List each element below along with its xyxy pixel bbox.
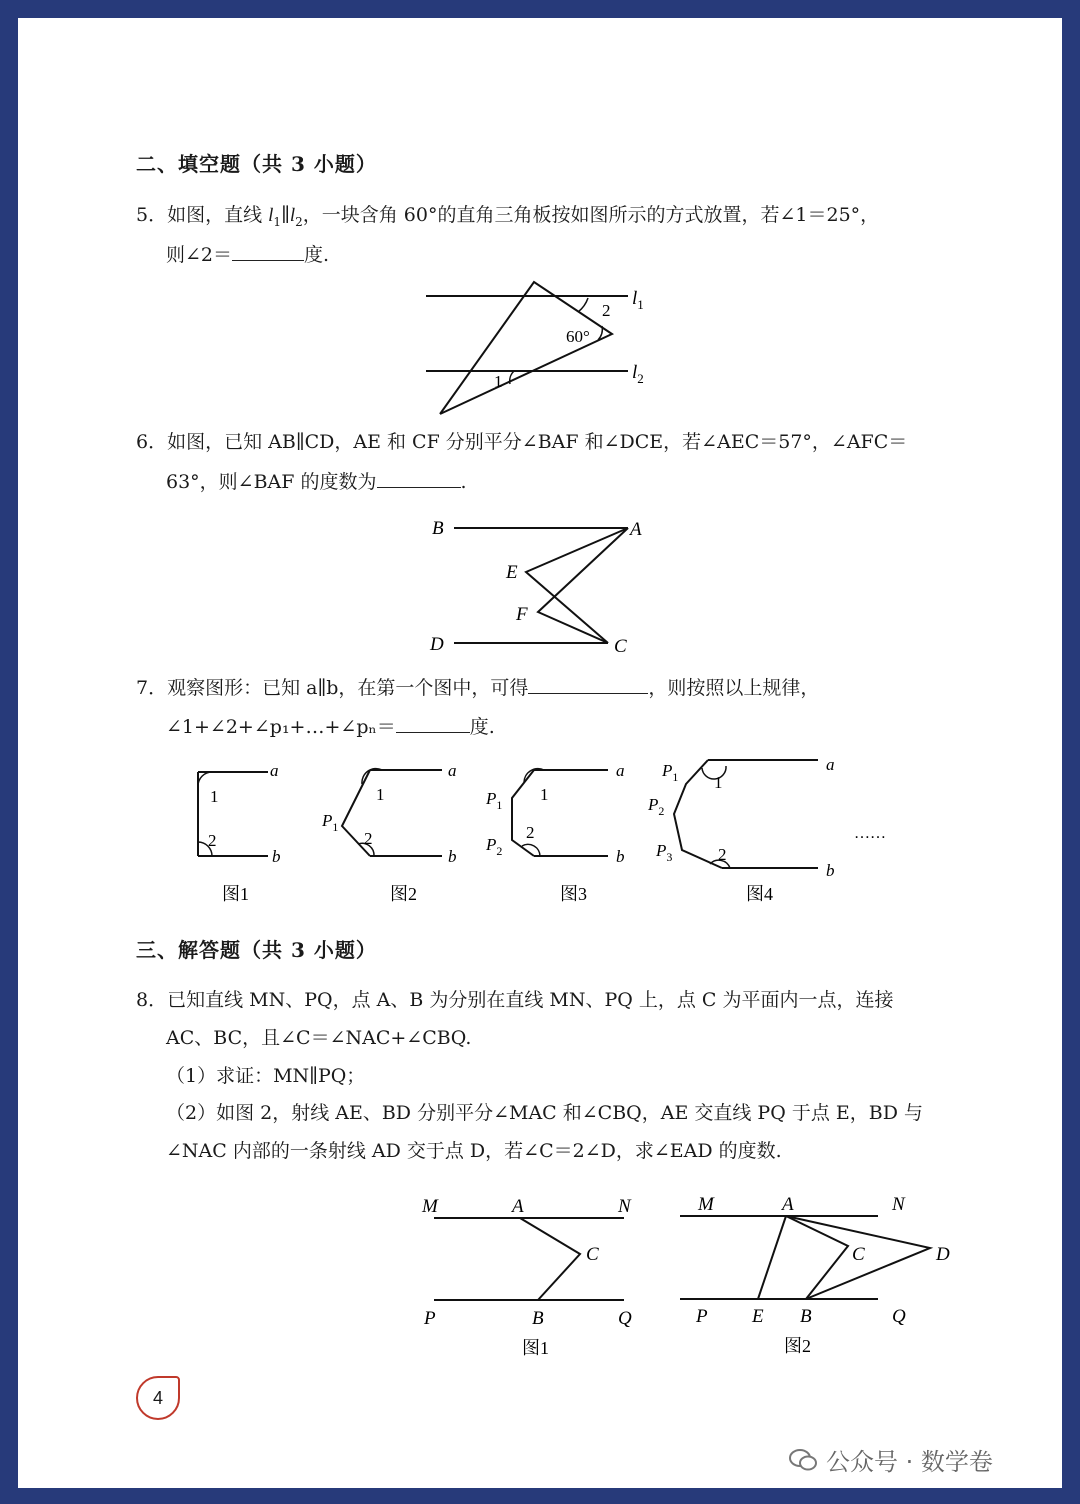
svg-text:a: a [270, 761, 279, 780]
label-l2: $l_2$ [632, 362, 644, 386]
svg-text:P: P [424, 1308, 436, 1329]
q7-figure-2 [321, 761, 457, 904]
q8-line1: 已知直线 MN、PQ，点 A、B 为分别在直线 MN、PQ 上，点 C 为平面内一点，连接 [167, 989, 894, 1011]
q7-figures [178, 754, 898, 914]
svg-text:P1: $P_1$ [322, 811, 339, 834]
answer-blank[interactable] [396, 706, 470, 733]
label-d: D [430, 634, 444, 655]
svg-text:a: a [826, 755, 835, 774]
question-8-line2: AC、BC，且∠C＝∠NAC+∠CBQ. [166, 1027, 472, 1049]
svg-text:P1: $P_1$ [662, 761, 679, 784]
svg-text:E: E [752, 1306, 764, 1327]
question-number: 5． [136, 204, 168, 226]
svg-text:N: N [892, 1194, 905, 1215]
label-b: B [432, 518, 444, 539]
angle1-arc [510, 371, 514, 384]
question-number: 8． [136, 989, 168, 1011]
q5-line2a: 则∠2＝ [166, 244, 233, 266]
q5-l1: l [268, 205, 274, 226]
svg-text:N: N [618, 1196, 631, 1217]
page [18, 18, 1062, 1488]
label-l1: $l_1$ [632, 288, 644, 312]
svg-text:图2: 图2 [784, 1336, 811, 1356]
svg-text:图3: 图3 [560, 884, 587, 904]
path-afc [538, 528, 628, 643]
svg-text:C: C [586, 1244, 599, 1265]
q7-line2a: ∠1+∠2+∠p₁+…+∠pₙ＝ [166, 716, 396, 738]
watermark [788, 1442, 993, 1477]
svg-text:b: b [272, 847, 281, 866]
q5-l1-sub: 1 [273, 214, 282, 229]
svg-text:A: A [512, 1196, 524, 1217]
svg-text:图2: 图2 [390, 884, 417, 904]
svg-text:P1: $P_1$ [486, 789, 503, 812]
svg-text:2: 2 [526, 823, 535, 842]
q8-figures [408, 1188, 988, 1368]
q5-text: 如图，直线 [167, 204, 269, 226]
svg-text:1: 1 [714, 773, 723, 792]
question-7-line1 [136, 667, 819, 707]
svg-text:B: B [800, 1306, 812, 1327]
q8-figure-1 [421, 1196, 632, 1358]
svg-text:P3: $P_3$ [656, 841, 673, 864]
label-f: F [516, 604, 528, 625]
answer-blank[interactable] [528, 667, 648, 694]
q6-figure [418, 510, 668, 660]
svg-text:D: D [936, 1244, 950, 1265]
label-angle2: 2 [602, 301, 611, 320]
svg-text:P2: $P_2$ [486, 835, 503, 858]
svg-text:b: b [448, 847, 457, 866]
question-number: 7． [136, 677, 168, 699]
q5-figure [418, 276, 678, 418]
q5-text-b: ，一块含角 60°的直角三角板按如图所示的方式放置，若∠1＝25°， [302, 204, 880, 226]
label-angle60: 60° [566, 327, 590, 346]
svg-text:A: A [782, 1194, 794, 1215]
watermark-text: 公众号 · 数学卷 [826, 1448, 993, 1476]
svg-text:2: 2 [718, 845, 727, 864]
label-angle1: 1 [494, 372, 503, 391]
svg-text:1: 1 [376, 785, 385, 804]
svg-text:图1: 图1 [522, 1338, 549, 1358]
label-c: C [614, 636, 627, 657]
q5-l2-sub: 2 [295, 214, 303, 229]
section-title-solve: 三、解答题（共 3 小题） [136, 938, 377, 962]
page-number: 4 [136, 1376, 180, 1420]
path-aec [526, 528, 628, 643]
q6-line1: 如图，已知 AB∥CD，AE 和 CF 分别平分∠BAF 和∠DCE，若∠AEC＝57°，∠AFC＝ [167, 431, 908, 453]
q7-figure-1 [198, 761, 281, 904]
svg-text:2: 2 [364, 829, 373, 848]
wechat-icon [788, 1447, 818, 1473]
answer-blank[interactable] [232, 234, 304, 261]
q5-l2: l [289, 205, 296, 226]
svg-text:1: 1 [210, 787, 219, 806]
question-6-line2 [166, 461, 467, 501]
svg-text:b: b [826, 861, 835, 880]
question-6-line1 [136, 423, 907, 461]
question-number: 6． [136, 431, 168, 453]
svg-text:C: C [852, 1244, 865, 1265]
svg-text:图1: 图1 [222, 884, 249, 904]
question-8-part2-cont: ∠NAC 内部的一条射线 AD 交于点 D，若∠C＝2∠D，求∠EAD 的度数. [166, 1140, 782, 1162]
q7-figure-3 [485, 761, 625, 904]
svg-text:a: a [448, 761, 457, 780]
label-a: A [630, 519, 642, 540]
question-8-part2: （2）如图 2，射线 AE、BD 分别平分∠MAC 和∠CBQ，AE 交直线 PQ 于点 E，BD 与 [166, 1102, 923, 1124]
svg-text:B: B [532, 1308, 544, 1329]
label-e: E [506, 562, 518, 583]
question-5-line2 [166, 234, 329, 274]
q8-figure-2 [680, 1194, 950, 1356]
q7-line2b: 度. [469, 716, 495, 738]
svg-text:P2: $P_2$ [648, 795, 665, 818]
q5-parallel: ∥ [281, 204, 290, 226]
q6-line2a: 63°，则∠BAF 的度数为 [166, 471, 377, 493]
q7-figure-4 [647, 755, 835, 904]
svg-text:a: a [616, 761, 625, 780]
question-8-line1 [136, 981, 893, 1019]
svg-text:Q: Q [618, 1308, 632, 1329]
question-7-line2 [166, 706, 495, 746]
svg-text:Q: Q [892, 1306, 906, 1327]
svg-text:M: M [698, 1194, 714, 1215]
q7-line1a: 观察图形：已知 a∥b，在第一个图中，可得 [167, 677, 529, 699]
angle2-arc [578, 298, 588, 312]
svg-text:b: b [616, 847, 625, 866]
svg-text:1: 1 [540, 785, 549, 804]
svg-text:图4: 图4 [746, 884, 773, 904]
answer-blank[interactable] [377, 461, 461, 488]
svg-text:2: 2 [208, 831, 217, 850]
svg-text:P: P [696, 1306, 708, 1327]
svg-text:M: M [422, 1196, 438, 1217]
q5-line2b: 度. [304, 244, 330, 266]
q7-line1b: ，则按照以上规律， [648, 677, 820, 699]
q7-ellipsis: …… [854, 825, 886, 842]
section-title-fill-in: 二、填空题（共 3 小题） [136, 152, 377, 176]
q6-line2b: . [460, 471, 467, 493]
question-8-part1: （1）求证：MN∥PQ； [166, 1065, 366, 1087]
